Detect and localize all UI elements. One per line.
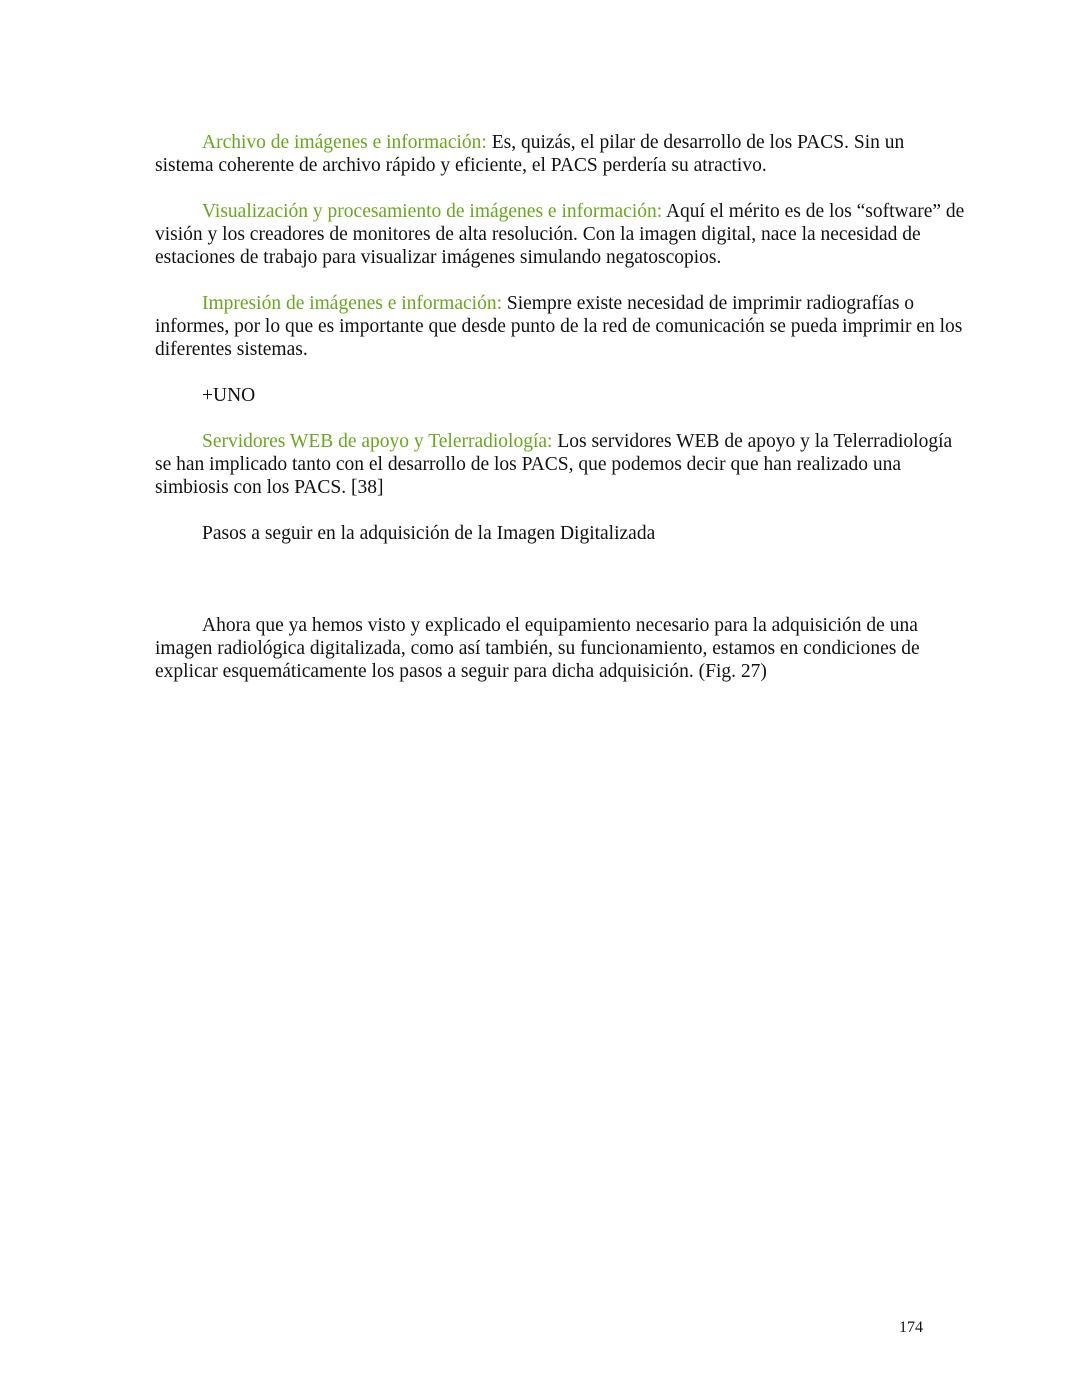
paragraph-visualizacion-text: Aquí el mérito es de los “software” de visión y los creadores de monitores de alta resolución. Con la imagen digital, nace la necesidad de estaciones de trabajo para visualizar imágenes simulando negatoscopios. bbox=[155, 201, 965, 268]
paragraph-archivo-text: Es, quizás, el pilar de desarrollo de los PACS. Sin un sistema coherente de archivo rápido y eficiente, el PACS perdería su atractivo. bbox=[155, 132, 905, 176]
paragraph-uno-text: +UNO bbox=[202, 385, 256, 406]
paragraph-visualizacion bbox=[155, 200, 967, 269]
term-visualizacion: Visualización y procesamiento de imágenes e información: bbox=[202, 201, 663, 222]
section-heading-pasos-text: Pasos a seguir en la adquisición de la Imagen Digitalizada bbox=[202, 523, 656, 544]
section-heading-pasos bbox=[155, 522, 967, 545]
term-archivo: Archivo de imágenes e información: bbox=[202, 132, 487, 153]
paragraph-archivo bbox=[155, 131, 967, 177]
paragraph-ahora-text: Ahora que ya hemos visto y explicado el equipamiento necesario para la adquisición de una imagen radiológica digitalizada, como así también, su funcionamiento, estamos en condiciones de explicar esquemáticamente los pasos a seguir para dicha adquisición. (Fig. 27) bbox=[155, 615, 920, 682]
term-impresion: Impresión de imágenes e información: bbox=[202, 293, 502, 314]
vertical-spacer bbox=[155, 568, 967, 614]
paragraph-servidores-web-text: Los servidores WEB de apoyo y la Telerradiología se han implicado tanto con el desarrollo de los PACS, que podemos decir que han realizado una simbiosis con los PACS. [38] bbox=[155, 431, 953, 498]
document-body bbox=[155, 131, 967, 706]
page-number: 174 bbox=[899, 1319, 923, 1336]
paragraph-servidores-web bbox=[155, 430, 967, 499]
paragraph-impresion bbox=[155, 292, 967, 361]
term-servidores-web: Servidores WEB de apoyo y Telerradiología: bbox=[202, 431, 553, 452]
paragraph-impresion-text: Siempre existe necesidad de imprimir radiografías o informes, por lo que es importante que desde punto de la red de comunicación se pueda imprimir en los diferentes sistemas. bbox=[155, 293, 963, 360]
paragraph-uno bbox=[155, 384, 967, 407]
paragraph-ahora bbox=[155, 614, 967, 683]
